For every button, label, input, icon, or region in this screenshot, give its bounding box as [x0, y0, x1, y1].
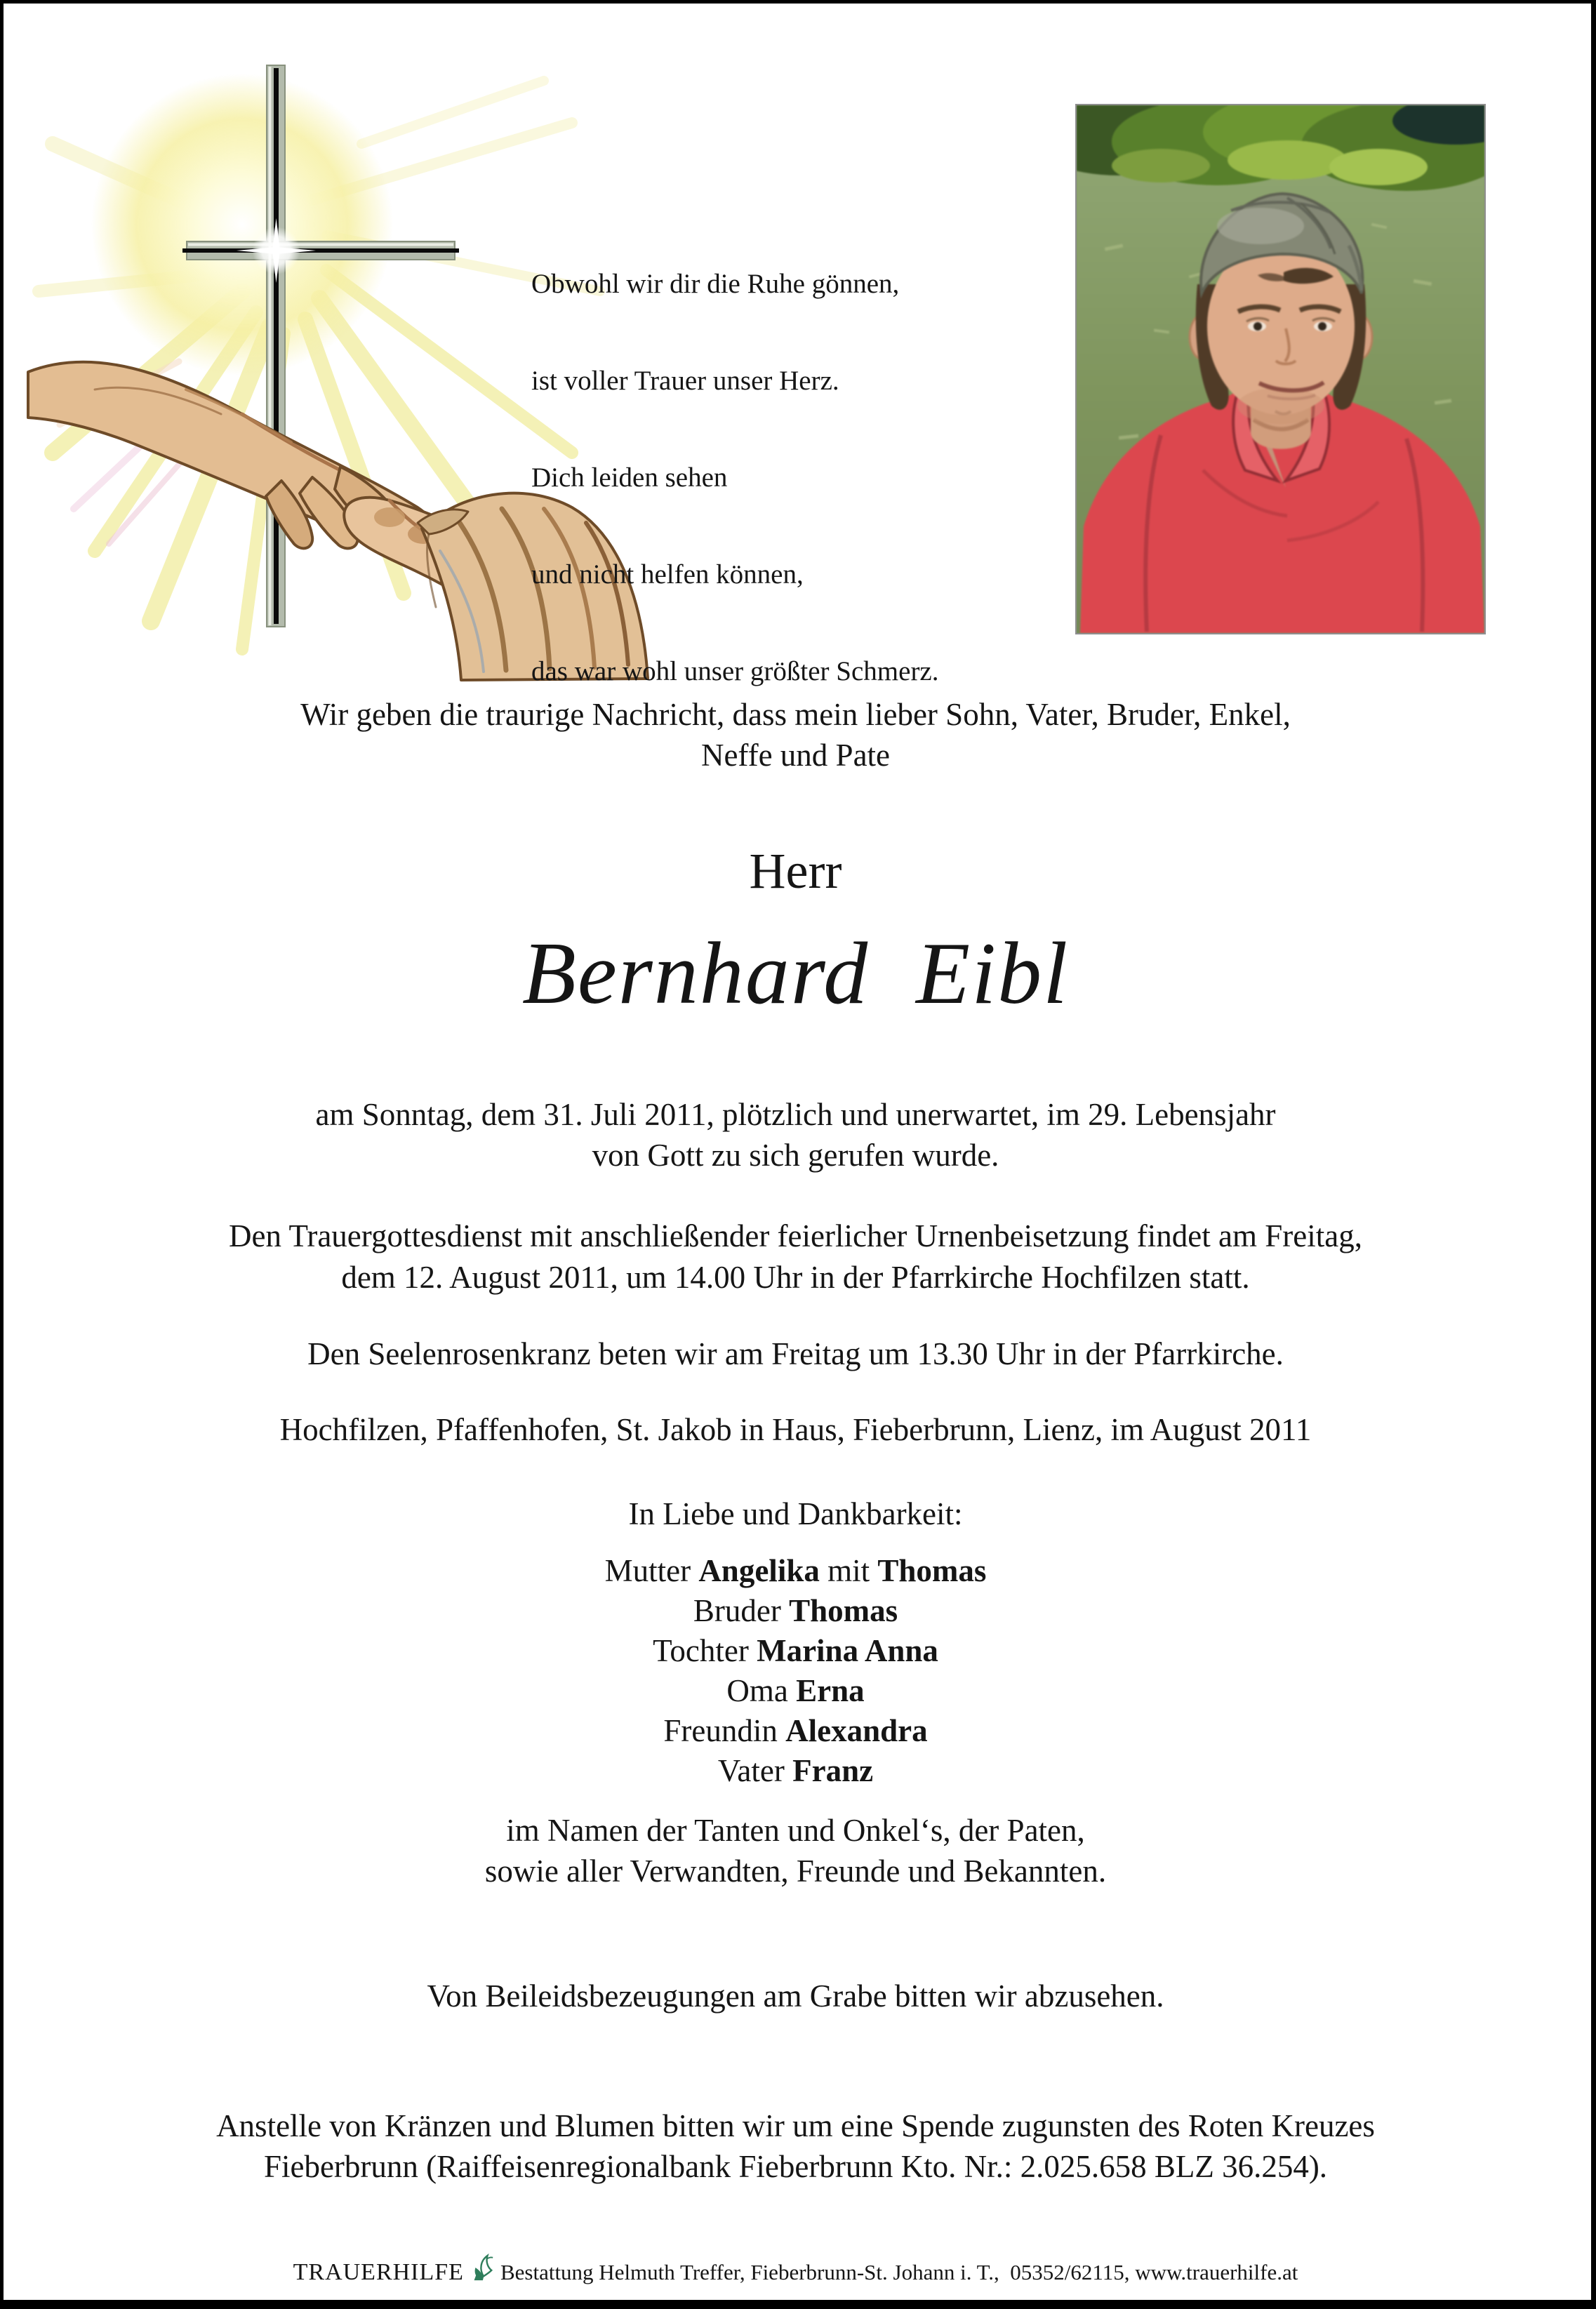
in-name-of-line-2: sowie aller Verwandten, Freunde und Bekannten. — [484, 1854, 1107, 1889]
mourner-name: Thomas — [789, 1593, 898, 1628]
donation-line-2: Fieberbrunn (Raiffeisenregionalbank Fieberbrunn Kto. Nr.: 2.025.658 BLZ 36.254). — [263, 2149, 1328, 2184]
announcement-line-2: Neffe und Pate — [700, 738, 891, 773]
bushes — [1077, 105, 1484, 191]
funeral-home-footer — [0, 2250, 1591, 2295]
in-name-of-line-1: im Namen der Tanten und Onkel‘s, der Paten, — [506, 1813, 1085, 1848]
rosary-line: Den Seelenrosenkranz beten wir am Freitag um 13.30 Uhr in der Pfarrkirche. — [307, 1336, 1284, 1371]
dove-icon — [468, 2253, 495, 2284]
memorial-poem — [531, 204, 939, 752]
mourner-name: Franz — [792, 1753, 874, 1788]
poem-line: Obwohl wir dir die Ruhe gönnen, — [531, 269, 900, 299]
condolence-note: Von Beileidsbezeugungen am Grabe bitten wir abzusehen. — [427, 1978, 1164, 2014]
funeral-home-brand: TRAUERHILFE — [293, 2259, 464, 2285]
sun-glow — [91, 74, 393, 375]
death-notice-line-2: von Gott zu sich gerufen wurde. — [592, 1138, 999, 1173]
mourner-line — [0, 1631, 1591, 1671]
mourner-line — [0, 1711, 1591, 1751]
portrait-photo — [1075, 104, 1486, 634]
service-line-1: Den Trauergottesdienst mit anschließender feierlicher Urnenbeisetzung findet am Freitag, — [229, 1218, 1362, 1253]
mourner-line — [0, 1551, 1591, 1591]
mourner-name: Erna — [796, 1673, 865, 1708]
page-border-top — [0, 0, 1596, 4]
mourner-name: Angelika — [698, 1553, 820, 1588]
announcement-line-1: Wir geben die traurige Nachricht, dass mein lieber Sohn, Vater, Bruder, Enkel, — [300, 697, 1291, 732]
places-date-line: Hochfilzen, Pfaffenhofen, St. Jakob in Haus, Fieberbrunn, Lienz, im August 2011 — [279, 1412, 1312, 1447]
poem-line: das war wohl unser größter Schmerz. — [531, 656, 939, 686]
service-line-2: dem 12. August 2011, um 14.00 Uhr in der Pfarrkirche Hochfilzen statt. — [341, 1260, 1250, 1295]
mourner-relation: Tochter — [653, 1633, 757, 1668]
mourner-relation: Vater — [717, 1753, 793, 1788]
mourner-relation: Bruder — [693, 1593, 790, 1628]
poem-line: und nicht helfen können, — [531, 559, 804, 590]
deceased-name: Bernhard Eibl — [521, 925, 1070, 1023]
mourner-name: Marina Anna — [757, 1633, 938, 1668]
gratitude-heading: In Liebe und Dankbarkeit: — [628, 1496, 963, 1531]
mourner-relation: Mutter — [604, 1553, 699, 1588]
poem-line: ist voller Trauer unser Herz. — [531, 366, 839, 396]
mourner-relation: Oma — [726, 1673, 797, 1708]
mourner-name: Alexandra — [785, 1713, 928, 1748]
death-notice-line-1: am Sonntag, dem 31. Juli 2011, plötzlich und unerwartet, im 29. Lebensjahr — [315, 1097, 1276, 1132]
funeral-home-info: Bestattung Helmuth Treffer, Fieberbrunn-St. Johann i. T., 05352/62115, www.trauerhilfe.at — [500, 2260, 1298, 2284]
mourner-connector: mit — [819, 1553, 878, 1588]
mourners-list — [0, 1551, 1591, 1791]
mourner-line — [0, 1591, 1591, 1631]
mourner-relation: Freundin — [663, 1713, 786, 1748]
mourner-line — [0, 1671, 1591, 1711]
salutation: Herr — [749, 843, 842, 899]
donation-line-1: Anstelle von Kränzen und Blumen bitten wir um eine Spende zugunsten des Roten Kreuzes — [216, 2108, 1375, 2143]
mourner-name2: Thomas — [877, 1553, 987, 1588]
mourner-line — [0, 1751, 1591, 1791]
page-border-bottom — [0, 2300, 1596, 2309]
page-border-right — [1591, 0, 1596, 2309]
poem-line: Dich leiden sehen — [531, 463, 728, 493]
